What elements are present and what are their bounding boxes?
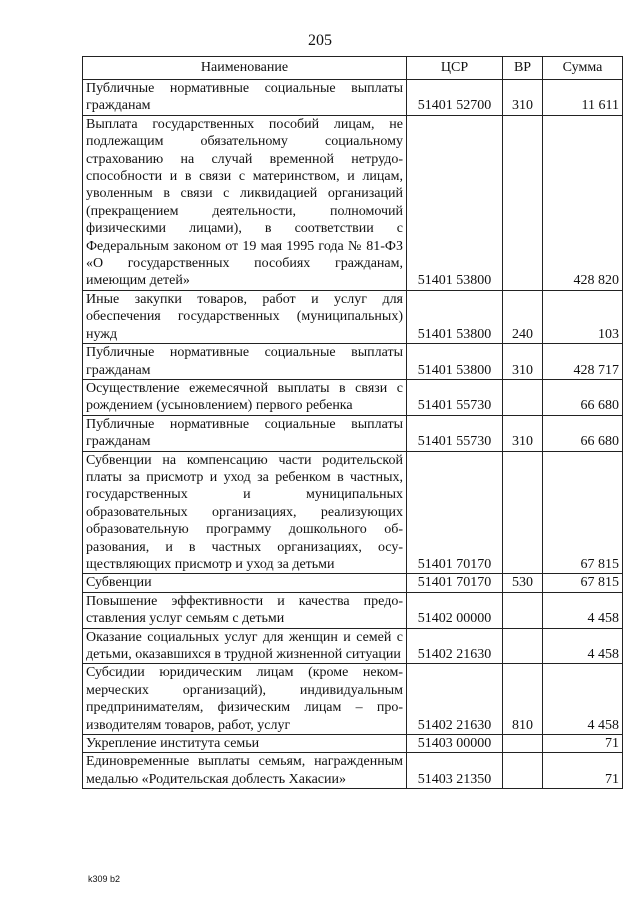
table-row [83, 628, 623, 664]
row-sum: 66 680 [543, 415, 623, 451]
row-sum: 103 [543, 290, 623, 343]
table-row [83, 290, 623, 343]
budget-table [82, 56, 623, 789]
table-row [83, 344, 623, 380]
row-name: Субвенции на компенсацию части родительской платы за присмотр и уход за ребенком в частных, государственных и муниципальных образовательных организациях, реализующих образовательную программу дошкольного образования, и в частных организациях, осуществляющих присмотр и уход за детьми [83, 451, 407, 574]
row-vr: 240 [503, 290, 543, 343]
row-vr: 310 [503, 415, 543, 451]
row-sum: 4 458 [543, 592, 623, 628]
row-sum: 71 [543, 735, 623, 753]
row-vr [503, 115, 543, 290]
row-csr: 51402 21630 [407, 664, 503, 735]
row-sum: 67 815 [543, 574, 623, 592]
row-csr: 51401 53800 [407, 344, 503, 380]
table-row [83, 451, 623, 574]
table-row [83, 735, 623, 753]
row-csr: 51401 55730 [407, 379, 503, 415]
row-name: Публичные нормативные социальные выплаты гражданам [83, 80, 407, 116]
row-vr: 530 [503, 574, 543, 592]
row-name: Укрепление института семьи [83, 735, 407, 753]
row-csr: 51403 21350 [407, 753, 503, 789]
row-sum: 4 458 [543, 664, 623, 735]
row-csr: 51402 21630 [407, 628, 503, 664]
row-vr: 310 [503, 80, 543, 116]
row-csr: 51401 70170 [407, 574, 503, 592]
row-name: Единовременные выплаты семьям, награжденным медалью «Родительская доблесть Хакасии» [83, 753, 407, 789]
row-name: Оказание социальных услуг для женщин и семей с детьми, оказавшихся в трудной жизненной ситуации [83, 628, 407, 664]
row-name: Иные закупки товаров, работ и услуг для обеспечения государственных (муниципальных) нужд [83, 290, 407, 343]
table-row [83, 664, 623, 735]
row-name: Выплата государственных пособий лицам, не подлежащим обязательному социальному страхованию на случай временной нетрудоспособности и в связи с материнством, и лицам, уволенным в связи с ликвидацией организаций (прекращением деятельности, полномочий физическими лицами), в соответствии с Федеральным законом от 19 мая 1995 года № 81-ФЗ «О государственных пособиях гражданам, имеющим детей» [83, 115, 407, 290]
row-sum: 428 820 [543, 115, 623, 290]
row-vr [503, 592, 543, 628]
row-name: Повышение эффективности и качества предоставления услуг семьям с детьми [83, 592, 407, 628]
row-name: Публичные нормативные социальные выплаты гражданам [83, 344, 407, 380]
row-name: Субсидии юридическим лицам (кроме некоммерческих организаций), индивидуальным предпринимателям, физическим лицам – производителям товаров, работ, услуг [83, 664, 407, 735]
row-vr [503, 735, 543, 753]
row-sum: 66 680 [543, 379, 623, 415]
row-vr [503, 451, 543, 574]
table-row [83, 115, 623, 290]
table-header-row [83, 57, 623, 80]
row-sum: 71 [543, 753, 623, 789]
header-sum: Сумма [543, 57, 623, 80]
row-name: Субвенции [83, 574, 407, 592]
row-csr: 51403 00000 [407, 735, 503, 753]
row-sum: 11 611 [543, 80, 623, 116]
row-csr: 51401 53800 [407, 115, 503, 290]
row-vr: 810 [503, 664, 543, 735]
table-row [83, 379, 623, 415]
row-csr: 51401 70170 [407, 451, 503, 574]
row-sum: 4 458 [543, 628, 623, 664]
header-csr: ЦСР [407, 57, 503, 80]
table-row [83, 415, 623, 451]
row-vr [503, 628, 543, 664]
table-row [83, 753, 623, 789]
page-number: 205 [308, 32, 332, 49]
row-csr: 51401 53800 [407, 290, 503, 343]
row-csr: 51401 55730 [407, 415, 503, 451]
row-vr [503, 753, 543, 789]
row-sum: 428 717 [543, 344, 623, 380]
header-vr: ВР [503, 57, 543, 80]
footer-code: k309 b2 [88, 874, 121, 884]
header-name: Наименование [83, 57, 407, 80]
row-name: Осуществление ежемесячной выплаты в связи с рождением (усыновлением) первого ребенка [83, 379, 407, 415]
row-csr: 51401 52700 [407, 80, 503, 116]
row-name: Публичные нормативные социальные выплаты гражданам [83, 415, 407, 451]
table-row [83, 592, 623, 628]
row-csr: 51402 00000 [407, 592, 503, 628]
row-sum: 67 815 [543, 451, 623, 574]
table-row [83, 574, 623, 592]
row-vr [503, 379, 543, 415]
row-vr: 310 [503, 344, 543, 380]
table-row [83, 80, 623, 116]
